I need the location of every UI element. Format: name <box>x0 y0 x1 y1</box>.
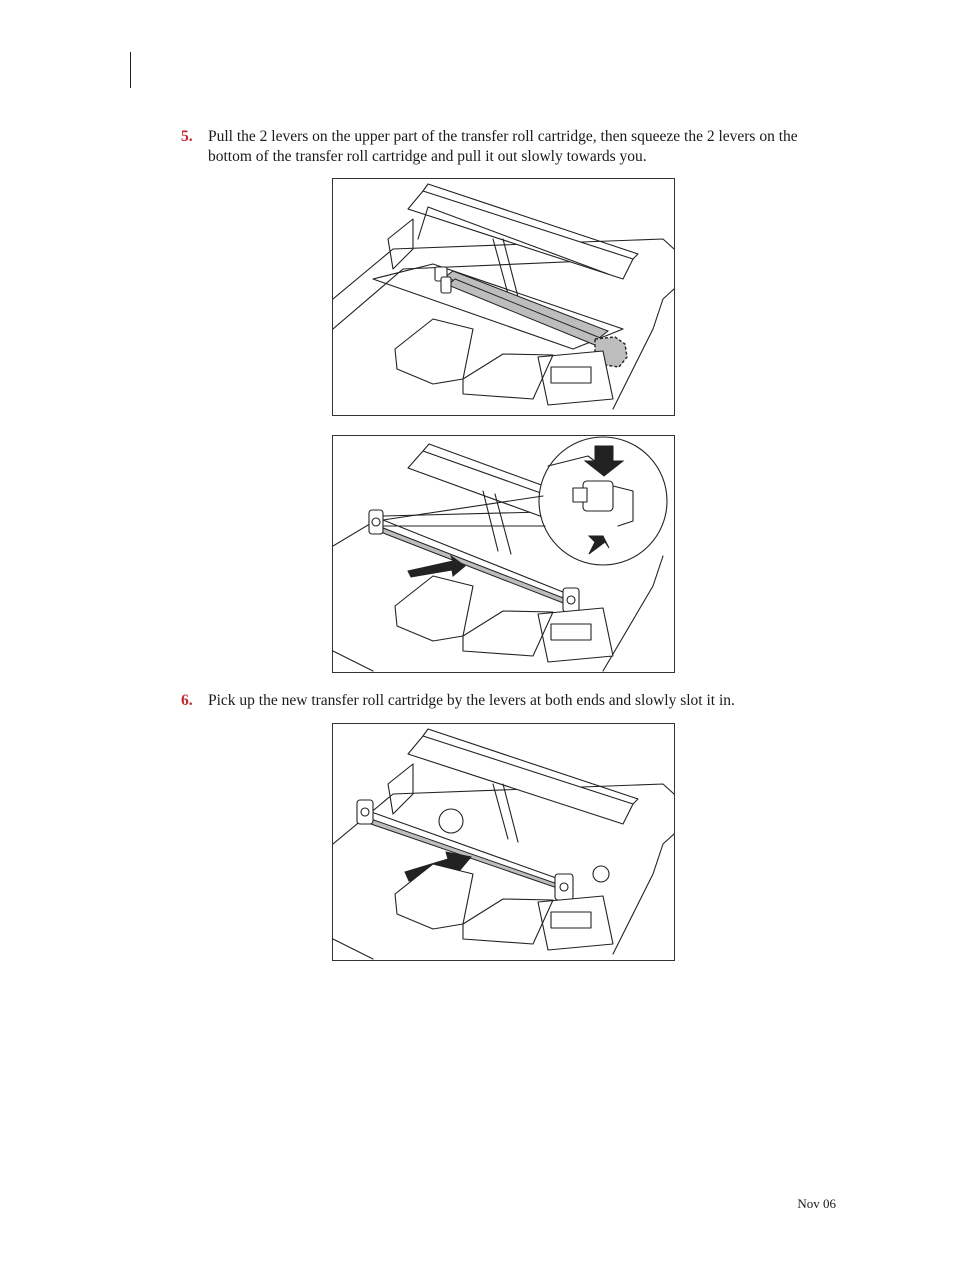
step-number: 5. <box>181 128 193 145</box>
step-number: 6. <box>181 692 193 709</box>
footer-date: Nov 06 <box>797 1196 836 1211</box>
printer-illustration-1 <box>333 179 674 415</box>
step-instruction: Pull the 2 levers on the upper part of the transfer roll cartridge, then squeeze the 2 levers on the bottom of the transfer roll cartridge and pull it out slowly towards you. <box>208 128 798 165</box>
printer-illustration-3 <box>333 724 674 960</box>
margin-change-bar <box>130 52 131 88</box>
step-instruction: Pick up the new transfer roll cartridge by the levers at both ends and slowly slot it in. <box>208 692 735 709</box>
figure-locate-transfer-roll <box>332 178 675 416</box>
figure-insert-transfer-roll <box>332 723 675 961</box>
figure-remove-transfer-roll <box>332 435 675 673</box>
step-6 <box>181 691 841 711</box>
step-5 <box>181 127 841 167</box>
printer-illustration-2 <box>333 436 674 672</box>
